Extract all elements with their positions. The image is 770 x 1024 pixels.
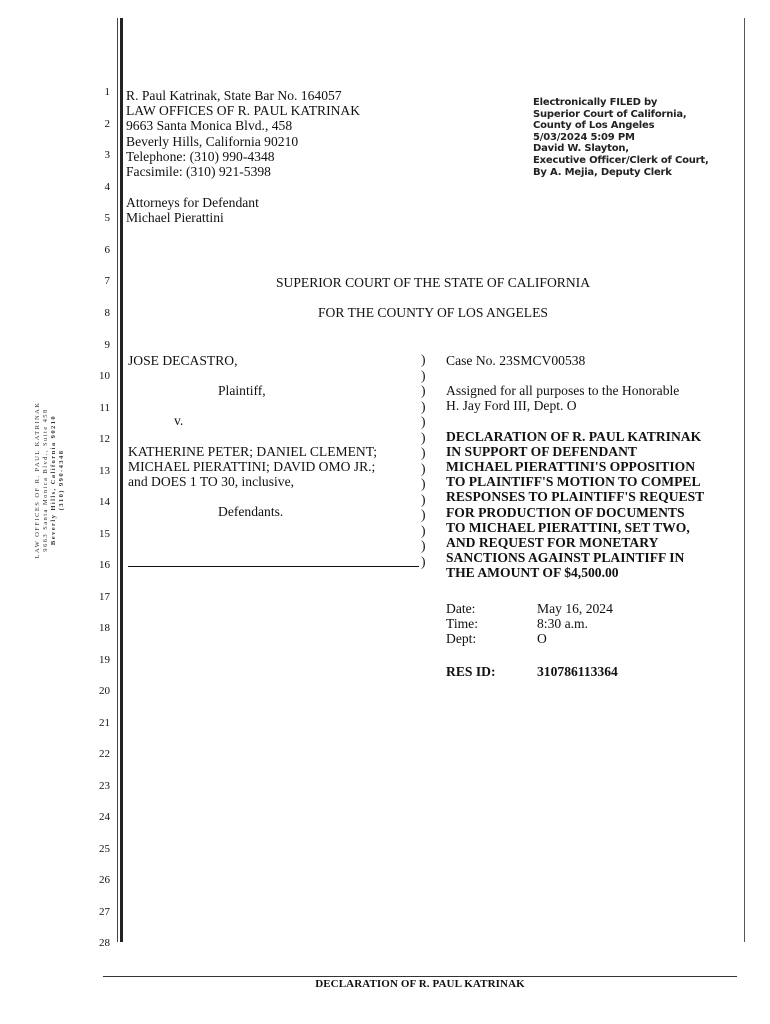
versus-label: v.: [174, 413, 184, 429]
hearing-time-value: 8:30 a.m.: [537, 616, 588, 631]
hearing-date-label: Date:: [446, 601, 476, 616]
line-number: 20: [99, 685, 110, 697]
line-number: 23: [99, 780, 110, 792]
address-line: 9663 Santa Monica Blvd., 458: [126, 118, 293, 134]
court-county: FOR THE COUNTY OF LOS ANGELES: [318, 305, 548, 320]
attorneys-for-line: Attorneys for Defendant: [126, 195, 259, 211]
left-margin-thick-rule: [120, 18, 123, 942]
title-line: TO PLAINTIFF'S MOTION TO COMPEL: [446, 474, 701, 490]
telephone-line: Telephone: (310) 990-4348: [126, 148, 275, 164]
title-line: IN SUPPORT OF DEFENDANT: [446, 443, 637, 459]
attorney-block: [126, 88, 360, 226]
line-number: 9: [104, 339, 110, 351]
title-line: MICHAEL PIERATTINI'S OPPOSITION: [446, 459, 696, 475]
sidebar-line: 9663 Santa Monica Blvd., Suite 458: [42, 408, 49, 552]
stamp-line: Superior Court of California,: [533, 108, 687, 120]
title-line: AND REQUEST FOR MONETARY: [446, 535, 659, 551]
stamp-line: County of Los Angeles: [533, 120, 655, 132]
footer-title: DECLARATION OF R. PAUL KATRINAK: [315, 978, 525, 990]
line-number: 4: [104, 181, 110, 193]
paren: ): [421, 522, 426, 538]
attorney-name-line: R. Paul Katrinak, State Bar No. 164057: [126, 88, 342, 103]
caption-parties: [128, 353, 418, 519]
line-number: 10: [99, 370, 110, 382]
line-number: 24: [99, 811, 110, 823]
paren: ): [421, 507, 426, 522]
paren: ): [421, 553, 426, 569]
line-number: 27: [99, 906, 110, 918]
hearing-dept-value: O: [537, 631, 547, 646]
paren: ): [421, 491, 426, 507]
line-number: 15: [99, 528, 110, 540]
line-number: 2: [104, 118, 110, 130]
law-office-line: LAW OFFICES OF R. PAUL KATRINAK: [126, 103, 361, 119]
client-name-line: Michael Pierattini: [126, 210, 224, 226]
hearing-date-value: May 16, 2024: [537, 601, 613, 616]
paren: ): [421, 429, 426, 445]
right-margin-rule: [744, 18, 745, 942]
line-number: 19: [99, 654, 110, 666]
paren: ): [421, 398, 426, 414]
line-number: 11: [99, 402, 110, 414]
line-number: 26: [99, 874, 110, 886]
defendants-line: MICHAEL PIERATTINI; DAVID OMO JR.;: [128, 458, 376, 474]
title-line: FOR PRODUCTION OF DOCUMENTS: [446, 504, 685, 520]
line-number: 25: [99, 843, 110, 855]
stamp-line: Executive Officer/Clerk of Court,: [533, 154, 709, 166]
caption-parentheses: [421, 352, 431, 569]
plaintiff-name: JOSE DECASTRO,: [128, 353, 238, 368]
stamp-line: Electronically FILED by: [533, 97, 658, 108]
city-line: Beverly Hills, California 90210: [126, 133, 299, 149]
paren: ): [421, 367, 426, 383]
title-line: THE AMOUNT OF $4,500.00: [446, 565, 619, 581]
line-number: 17: [99, 591, 110, 603]
firm-sidebar-text: [34, 402, 66, 559]
res-id-label: RES ID:: [446, 664, 496, 679]
line-number: 22: [99, 748, 110, 760]
line-number: 1: [104, 86, 110, 98]
line-number: 12: [99, 433, 110, 445]
line-number: 7: [104, 275, 110, 287]
paren: ): [421, 538, 426, 553]
paren: ): [421, 460, 426, 476]
line-number: 16: [99, 559, 110, 571]
firm-sidebar: [30, 395, 70, 565]
line-number: 6: [104, 244, 110, 256]
line-number: 3: [104, 149, 110, 161]
defendants-role: Defendants.: [218, 504, 284, 520]
line-number: 8: [104, 307, 110, 319]
facsimile-line: Facsimile: (310) 921-5398: [126, 164, 271, 180]
paren: ): [421, 445, 426, 460]
paren: ): [421, 476, 426, 491]
hearing-time-label: Time:: [446, 616, 478, 631]
defendants-line: KATHERINE PETER; DANIEL CLEMENT;: [128, 443, 378, 459]
stamp-line: David W. Slayton,: [533, 143, 629, 155]
plaintiff-role: Plaintiff,: [218, 383, 266, 399]
title-line: RESPONSES TO PLAINTIFF'S REQUEST: [446, 489, 705, 505]
court-name: SUPERIOR COURT OF THE STATE OF CALIFORNIA: [275, 275, 591, 290]
line-number: 5: [104, 212, 110, 224]
title-line: DECLARATION OF R. PAUL KATRINAK: [446, 428, 702, 444]
sidebar-line: (310) 990-4348: [58, 449, 65, 511]
filing-stamp: [533, 97, 709, 178]
assigned-line: Assigned for all purposes to the Honorable: [446, 383, 680, 399]
paren: ): [421, 352, 426, 367]
line-number: 18: [99, 622, 110, 634]
paren: ): [421, 414, 426, 429]
footer-rule: [103, 976, 737, 977]
caption-underline: [128, 566, 419, 567]
line-number: 14: [99, 496, 110, 508]
left-margin-thin-rule: [117, 18, 118, 942]
paren: ): [421, 383, 426, 398]
hearing-dept-label: Dept:: [446, 631, 477, 646]
case-info: [446, 353, 741, 581]
res-id-value: 310786113364: [537, 664, 618, 679]
stamp-line: 5/03/2024 5:09 PM: [533, 131, 635, 143]
defendants-line: and DOES 1 TO 30, inclusive,: [128, 474, 295, 490]
line-number: 28: [99, 937, 110, 949]
sidebar-line: LAW OFFICES OF R. PAUL KATRINAK: [34, 401, 41, 559]
assigned-line: H. Jay Ford III, Dept. O: [446, 398, 577, 414]
case-number: Case No. 23SMCV00538: [446, 353, 586, 368]
document-title: [446, 429, 741, 581]
title-line: TO MICHAEL PIERATTINI, SET TWO,: [446, 519, 690, 535]
title-line: SANCTIONS AGAINST PLAINTIFF IN: [446, 550, 685, 566]
line-number: 13: [99, 465, 110, 477]
sidebar-line: Beverly Hills, California 90210: [50, 414, 57, 546]
line-number: 21: [99, 717, 110, 729]
stamp-line: By A. Mejia, Deputy Clerk: [533, 166, 672, 178]
